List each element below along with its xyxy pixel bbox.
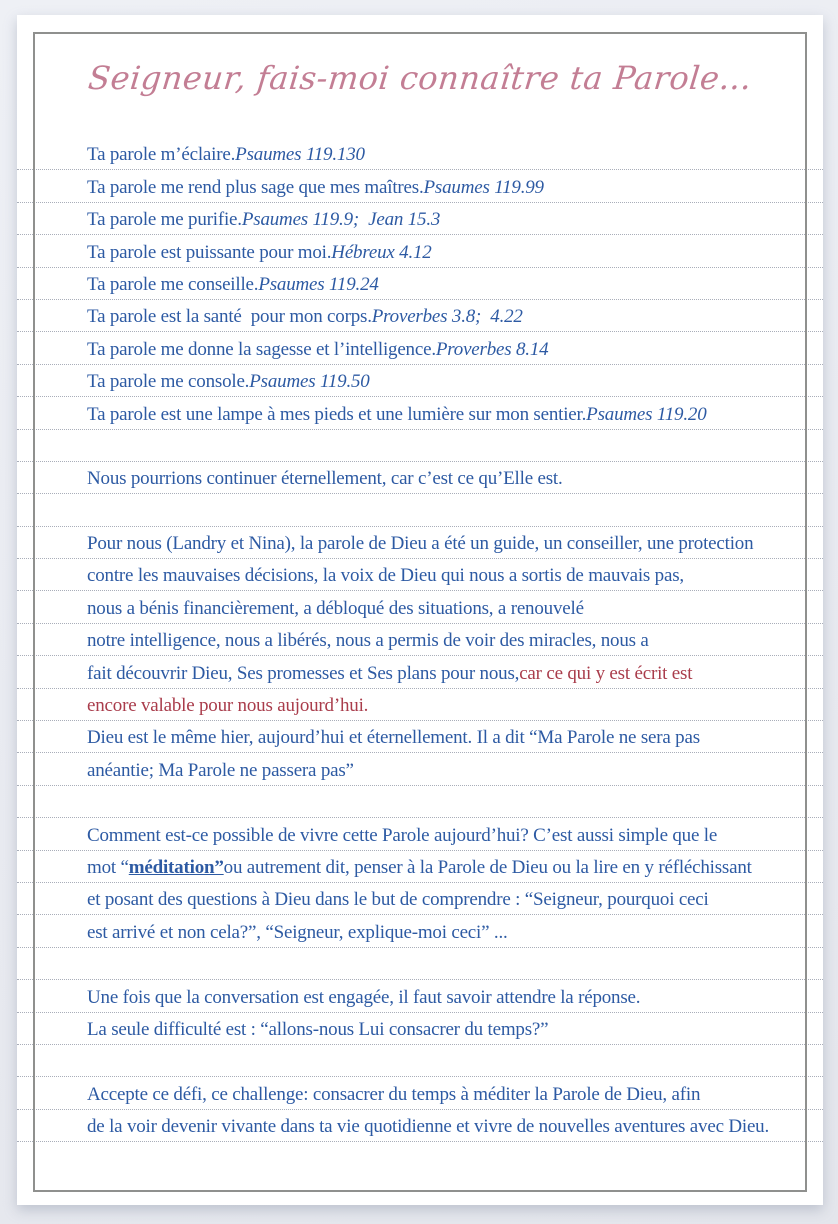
ruled-line bbox=[17, 1110, 823, 1142]
ruled-line bbox=[17, 591, 823, 623]
ruled-line bbox=[17, 170, 823, 202]
ruled-line bbox=[17, 494, 823, 526]
text-segment: méditation” bbox=[128, 856, 224, 878]
text-segment: Ta parole me purifie. bbox=[87, 209, 242, 231]
ruled-line bbox=[17, 689, 823, 721]
ruled-line bbox=[17, 851, 823, 883]
text-segment: Accepte ce défi, ce challenge: consacrer du temps à méditer la Parole de Dieu, afin bbox=[87, 1083, 701, 1105]
ruled-line bbox=[17, 365, 823, 397]
text-segment: Ta parole me rend plus sage que mes maîtres. bbox=[87, 176, 424, 198]
text-segment: encore valable pour nous aujourd’hui. bbox=[87, 695, 369, 717]
text-segment: Proverbes 3.8; 4.22 bbox=[371, 306, 523, 328]
ruled-line bbox=[17, 527, 823, 559]
paper-sheet bbox=[17, 15, 823, 1205]
text-segment: Psaumes 119.24 bbox=[258, 273, 379, 295]
text-segment: Ta parole me donne la sagesse et l’intelligence. bbox=[87, 338, 436, 360]
ruled-line bbox=[17, 753, 823, 785]
text-segment: Psaumes 119.130 bbox=[235, 144, 365, 166]
text-segment: Hébreux 4.12 bbox=[331, 241, 432, 263]
text-segment: fait découvrir Dieu, Ses promesses et Ses plans pour nous, bbox=[87, 662, 520, 684]
text-segment: Ta parole est une lampe à mes pieds et une lumière sur mon sentier. bbox=[87, 403, 587, 425]
ruled-line bbox=[17, 883, 823, 915]
page-title: Seigneur, fais-moi connaître ta Parole... bbox=[86, 59, 754, 97]
text-segment: Ta parole me conseille. bbox=[87, 273, 259, 295]
text-segment: Ta parole me console. bbox=[87, 371, 250, 393]
text-segment: contre les mauvaises décisions, la voix de Dieu qui nous a sortis de mauvais pas, bbox=[87, 565, 684, 587]
text-segment: Psaumes 119.50 bbox=[249, 371, 370, 393]
text-segment: Psaumes 119.99 bbox=[423, 176, 544, 198]
text-segment: nous a bénis financièrement, a débloqué des situations, a renouvelé bbox=[87, 597, 584, 619]
ruled-line bbox=[17, 462, 823, 494]
ruled-line bbox=[17, 1077, 823, 1109]
text-segment: Nous pourrions continuer éternellement, car c’est ce qu’Elle est. bbox=[87, 468, 563, 490]
ruled-line bbox=[17, 430, 823, 462]
ruled-line bbox=[17, 721, 823, 753]
ruled-line bbox=[17, 203, 823, 235]
ruled-line bbox=[17, 1045, 823, 1077]
text-segment: anéantie; Ma Parole ne passera pas” bbox=[87, 759, 354, 781]
text-segment: car ce qui y est écrit est bbox=[519, 662, 693, 684]
text-segment: Ta parole est la santé pour mon corps. bbox=[87, 306, 372, 328]
text-segment: La seule difficulté est : “allons-nous Lui consacrer du temps?” bbox=[87, 1018, 549, 1040]
text-segment: Psaumes 119.20 bbox=[586, 403, 707, 425]
ruled-line bbox=[17, 948, 823, 980]
text-segment: mot “ bbox=[87, 856, 129, 878]
text-segment: Pour nous (Landry et Nina), la parole de Dieu a été un guide, un conseiller, une protection bbox=[87, 533, 754, 555]
text-segment: notre intelligence, nous a libérés, nous a permis de voir des miracles, nous a bbox=[87, 630, 649, 652]
text-segment: Psaumes 119.9; Jean 15.3 bbox=[241, 209, 441, 231]
text-segment: de la voir devenir vivante dans ta vie quotidienne et vivre de nouvelles aventures avec Dieu. bbox=[87, 1116, 770, 1138]
text-segment: est arrivé et non cela?”, “Seigneur, explique-moi ceci” ... bbox=[87, 921, 508, 943]
text-segment: Ta parole m’éclaire. bbox=[87, 144, 236, 166]
ruled-line bbox=[17, 624, 823, 656]
ruled-line bbox=[17, 915, 823, 947]
ruled-line bbox=[17, 1013, 823, 1045]
ruled-line bbox=[17, 559, 823, 591]
ruled-line bbox=[17, 300, 823, 332]
ruled-line bbox=[17, 818, 823, 850]
text-segment: Dieu est le même hier, aujourd’hui et éternellement. Il a dit “Ma Parole ne sera pas bbox=[87, 727, 700, 749]
text-segment: Ta parole est puissante pour moi. bbox=[87, 241, 332, 263]
ruled-line bbox=[17, 786, 823, 818]
ruled-line bbox=[17, 268, 823, 300]
ruled-line bbox=[17, 656, 823, 688]
text-segment: Une fois que la conversation est engagée, il faut savoir attendre la réponse. bbox=[87, 986, 641, 1008]
ruled-line bbox=[17, 138, 823, 170]
ruled-line bbox=[17, 980, 823, 1012]
ruled-line bbox=[17, 397, 823, 429]
ruled-line bbox=[17, 235, 823, 267]
text-segment: et posant des questions à Dieu dans le but de comprendre : “Seigneur, pourquoi ceci bbox=[87, 889, 709, 911]
text-segment: Proverbes 8.14 bbox=[435, 338, 549, 360]
text-segment: Comment est-ce possible de vivre cette Parole aujourd’hui? C’est aussi simple que le bbox=[87, 824, 718, 846]
text-segment: ou autrement dit, penser à la Parole de Dieu ou la lire en y réfléchissant bbox=[223, 856, 752, 878]
ruled-line bbox=[17, 332, 823, 364]
ruled-lines bbox=[17, 138, 823, 1142]
